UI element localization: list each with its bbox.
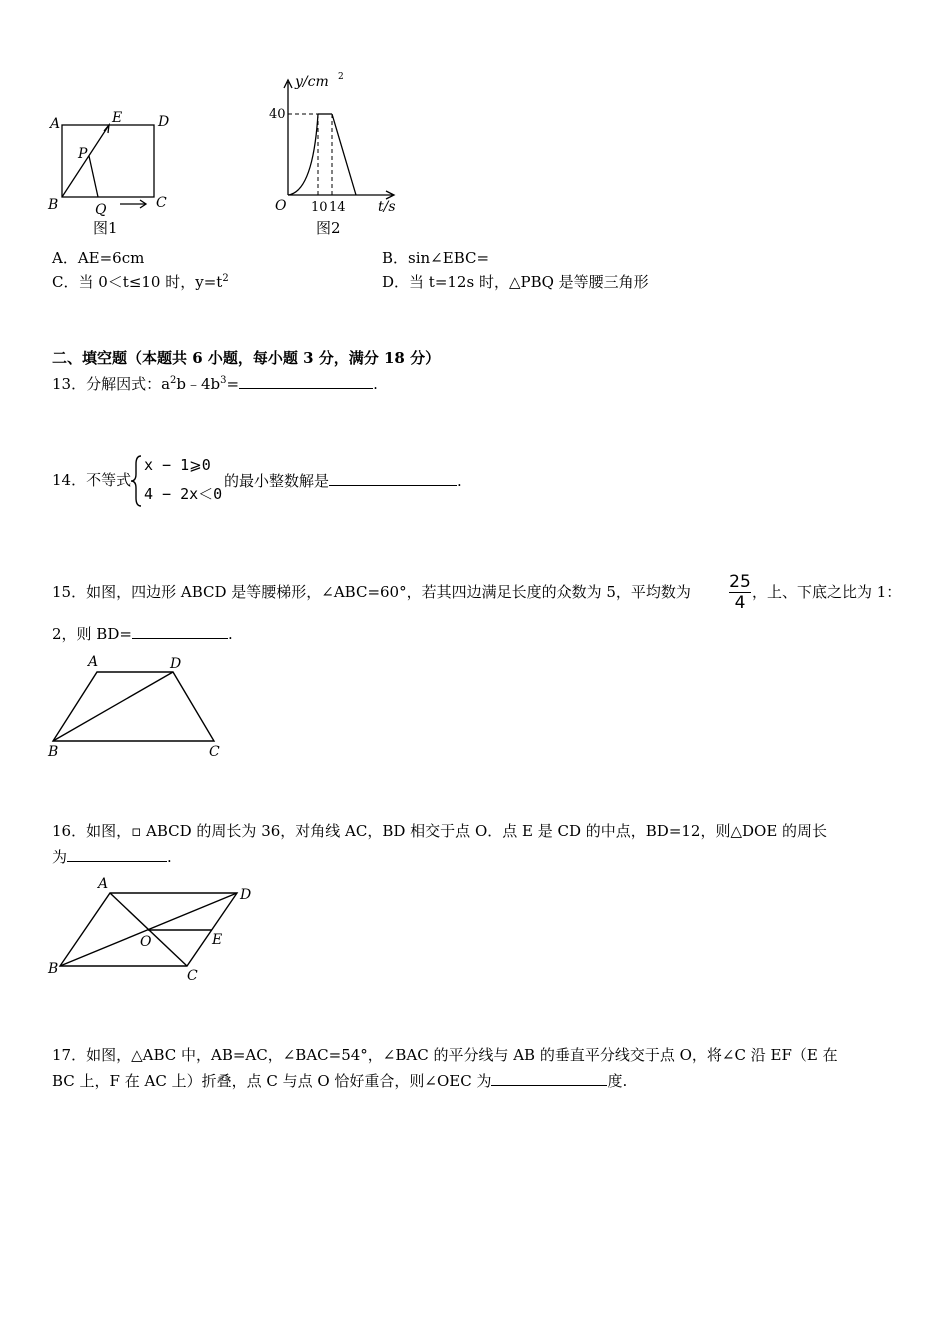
q16-label-c: C: [187, 968, 198, 984]
q17-line2-end: 度.: [607, 1072, 628, 1090]
q17-answer-blank[interactable]: [491, 1071, 607, 1086]
fig2-y-axis-exp: 2: [338, 72, 344, 82]
q13-suffix: =: [226, 375, 240, 393]
q15-line1-a: 15．如图，四边形 ABCD 是等腰梯形，∠ABC=60°，若其四边满足长度的众数为 5，平均数为: [52, 583, 691, 601]
q15-line1-b: ，上、下底之比为 1：: [752, 583, 902, 601]
q14-prefix: 14．不等式: [52, 471, 132, 489]
q15-frac-numerator: 25: [729, 572, 751, 592]
q17-line2-a: BC 上，F 在 AC 上）折叠，点 C 与点 O 恰好重合，则∠OEC 为: [52, 1072, 492, 1090]
fig2-caption: 图2: [316, 219, 341, 237]
q12-figure-1: [40, 100, 180, 240]
fig1-label-d: D: [158, 114, 170, 130]
q16-label-o: O: [140, 934, 152, 950]
q13-question: [52, 374, 378, 393]
q16-line2-a: 为: [52, 848, 68, 866]
q16-parallelogram-figure: [44, 872, 264, 987]
q15-trapezoid-figure: [44, 650, 234, 762]
fig2-origin-label: O: [275, 198, 287, 214]
q15-label-d: D: [170, 656, 182, 672]
fig2-x-axis-label: t/s: [378, 199, 396, 215]
q15-label-a: A: [88, 654, 99, 670]
q15-label-c: C: [209, 744, 220, 760]
q13-answer-blank[interactable]: [239, 374, 373, 389]
q15-fraction: [727, 573, 753, 612]
q12-option-b: B．sin∠EBC=: [382, 249, 490, 267]
q12-option-c-text: C．当 0＜t≤10 时，y=t: [52, 273, 223, 291]
q13-exp1: 2: [170, 375, 177, 386]
section-2-heading: 二、填空题（本题共 6 小题，每小题 3 分，满分 18 分）: [52, 349, 441, 367]
q17-line2: [52, 1071, 627, 1090]
q12-figure-2: [265, 70, 405, 240]
fig1-label-q: Q: [95, 202, 107, 218]
fig1-label-b: B: [48, 197, 59, 213]
q16-label-b: B: [48, 961, 59, 977]
q15-frac-denominator: 4: [734, 593, 746, 613]
fig1-label-p: P: [78, 146, 88, 162]
q15-line2: [52, 624, 233, 643]
q13-exp2: 3: [220, 375, 227, 386]
q16-line2: [52, 847, 172, 866]
q14-inequality-1: x − 1⩾0: [144, 456, 211, 474]
q16-label-d: D: [240, 887, 252, 903]
q14-end: .: [457, 472, 462, 490]
q16-label-a: A: [98, 876, 109, 892]
q16-line1: 16．如图，▫ ABCD 的周长为 36，对角线 AC，BD 相交于点 O．点 E 是 CD 的中点，BD=12，则△DOE 的周长: [52, 822, 828, 840]
q12-option-d: D．当 t=12s 时，△PBQ 是等腰三角形: [382, 273, 649, 291]
q15-label-b: B: [48, 744, 59, 760]
fig1-label-e: E: [112, 110, 123, 126]
fig1-caption: 图1: [93, 219, 118, 237]
q17-line1: 17．如图，△ABC 中，AB=AC，∠BAC=54°，∠BAC 的平分线与 AB 的垂直平分线交于点 O，将∠C 沿 EF（E 在: [52, 1046, 838, 1064]
q13-end: .: [373, 375, 378, 393]
q14-answer-blank[interactable]: [329, 471, 457, 486]
q12-option-c: [52, 273, 229, 291]
fig2-y-axis-label: y/cm: [295, 74, 329, 90]
q14-suffix: 的最小整数解是: [224, 472, 330, 490]
q16-line2-end: .: [167, 848, 172, 866]
q13-prefix: 13．分解因式：a: [52, 375, 171, 393]
q14-question: [224, 471, 462, 490]
fig2-y-tick-40: 40: [269, 107, 286, 122]
q15-answer-blank[interactable]: [132, 624, 228, 639]
q14-inequality-2: 4 − 2x＜0: [144, 485, 223, 503]
q13-mid: b﹣4b: [176, 375, 221, 393]
fig2-x-tick-10: 10: [311, 200, 328, 215]
q14-brace: [130, 454, 144, 508]
q15-line2-end: .: [227, 625, 233, 643]
q16-label-e: E: [212, 932, 223, 948]
q15-line2-a: 2，则 BD=: [52, 625, 132, 643]
q12-option-c-exp: 2: [222, 273, 229, 284]
fig2-x-tick-14: 14: [329, 200, 346, 215]
fig1-label-c: C: [156, 195, 167, 211]
q16-answer-blank[interactable]: [67, 847, 167, 862]
fig1-label-a: A: [50, 116, 61, 132]
q12-option-a: A．AE=6cm: [52, 249, 145, 267]
